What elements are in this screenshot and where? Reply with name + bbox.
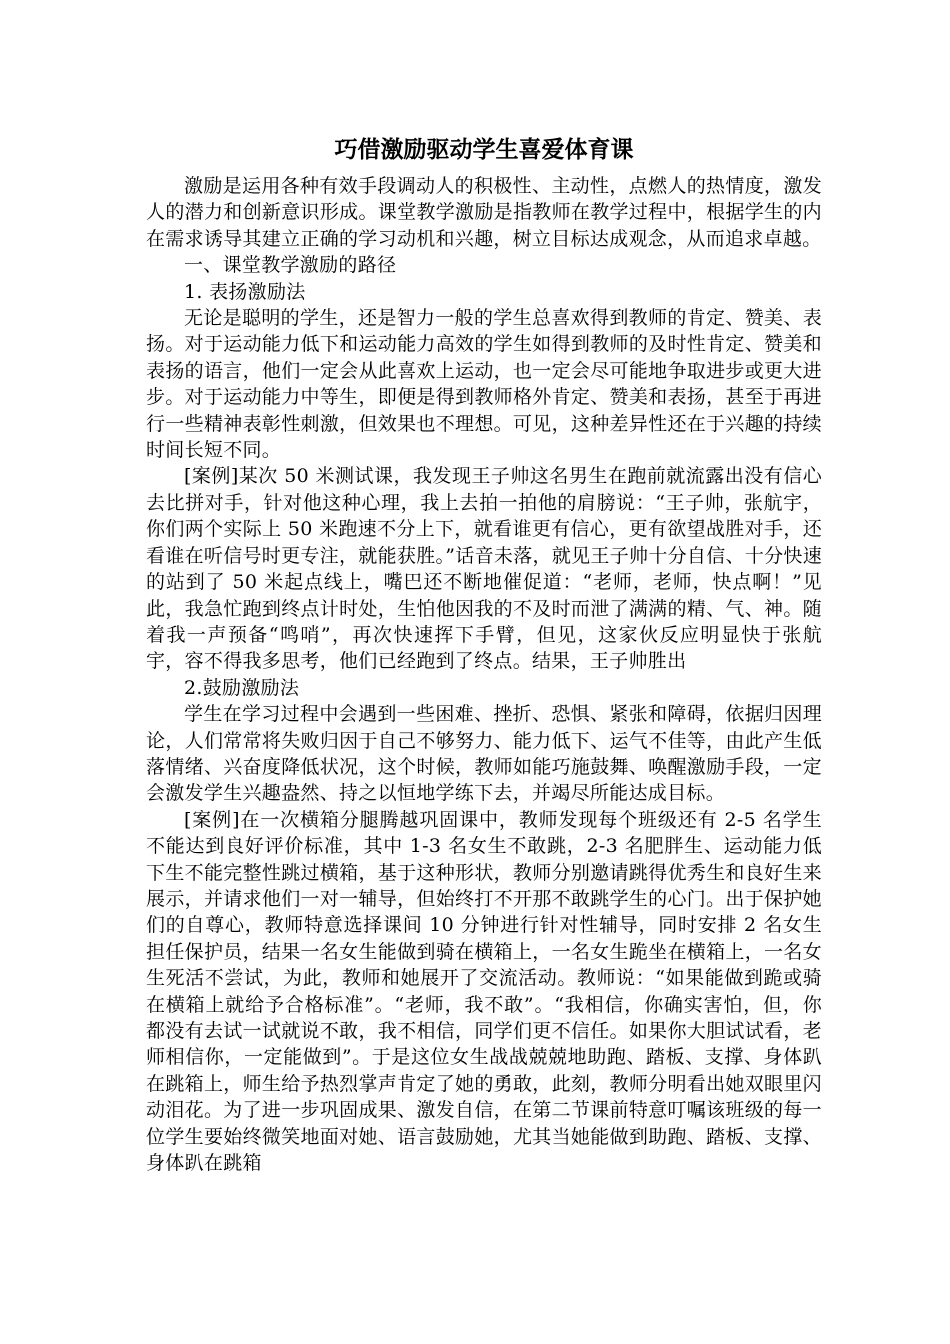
- document-body: [146, 133, 822, 1176]
- subheading-encourage-method: 2.鼓励激励法: [184, 676, 300, 699]
- subheading-praise-method: 1. 表扬激励法: [184, 280, 306, 303]
- paragraph-case-50m: [案例]某次 50 米测试课，我发现王子帅这名男生在跑前就流露出没有信心去比拼对手，针对他这种心理，我上去拍一拍他的肩膀说：“王子帅，张航宇，你们两个实际上 50 米跑速不分上下，就看谁更有信心，更有欲望战胜对手，还看谁在听信号时更专注，就能获胜。”话音未落，就见王子帅十分自信、十分快速的站到了 50 米起点线上，嘴巴还不断地催促道：“老师，老师，快点啊！”见此，我急忙跑到终点计时处，生怕他因我的不及时而泄了满满的精、气、神。随着我一声预备“鸣哨”，再次快速挥下手臂，但见，这家伙反应明显快于张航宇，容不得我多思考，他们已经跑到了终点。结果，王子帅胜出: [146, 465, 823, 673]
- document-title: 巧借激励驱动学生喜爱体育课: [334, 136, 634, 163]
- section-heading-paths: 一、课堂教学激励的路径: [184, 254, 397, 277]
- paragraph-intro: 激励是运用各种有效手段调动人的积极性、主动性，点燃人的热情度，激发人的潜力和创新意识形成。课堂教学激励是指教师在教学过程中，根据学生的内在需求诱导其建立正确的学习动机和兴趣，树立目标达成观念，从而追求卓越。: [146, 175, 822, 250]
- paragraph-case-vault: [案例]在一次横箱分腿腾越巩固课中，教师发现每个班级还有 2-5 名学生不能达到良好评价标准，其中 1-3 名女生不敢跳，2-3 名肥胖生、运动能力低下生不能完整性跳过横箱，基于这种形状，教师分别邀请跳得优秀生和良好生来展示，并请求他们一对一辅导，但始终打不开那不敢跳学生的心门。出于保护她们的自尊心，教师特意选择课间 10 分钟进行针对性辅导，同时安排 2 名女生担任保护员，结果一名女生能做到骑在横箱上，一名女生跪坐在横箱上，一名女生死活不尝试，为此，教师和她展开了交流活动。教师说：“如果能做到跪或骑在横箱上就给予合格标准”。“老师，我不敢”。“我相信，你确实害怕，但，你都没有去试一试就说不敢，我不相信，同学们更不信任。如果你大胆试试看，老师相信你，一定能做到”。于是这位女生战战兢兢地助跑、踏板、支撑、身体趴在跳箱上，师生给予热烈掌声肯定了她的勇敢，此刻，教师分明看出她双眼里闪动泪花。为了进一步巩固成果、激发自信，在第二节课前特意叮嘱该班级的每一位学生要始终微笑地面对她、语言鼓励她，尤其当她能做到助跑、踏板、支撑、身体趴在跳箱: [146, 808, 822, 1175]
- paragraph-encourage: 学生在学习过程中会遇到一些困难、挫折、恐惧、紧张和障碍，依据归因理论，人们常常将失败归因于自己不够努力、能力低下、运气不佳等，由此产生低落情绪、兴奋度降低状况，这个时候，教师如能巧施鼓舞、唤醒激励手段，一定会激发学生兴趣盎然、持之以恒地学练下去，并竭尽所能达成目标。: [146, 703, 822, 805]
- paragraph-praise: 无论是聪明的学生，还是智力一般的学生总喜欢得到教师的肯定、赞美、表扬。对于运动能力低下和运动能力高效的学生如得到教师的及时性肯定、赞美和表扬的语言，他们一定会从此喜欢上运动，也一定会尽可能地争取进步或更大进步。对于运动能力中等生，即便是得到教师格外肯定、赞美和表扬，甚至于再进行一些精神表彰性刺激，但效果也不理想。可见，这种差异性还在于兴趣的持续时间长短不同。: [146, 307, 822, 462]
